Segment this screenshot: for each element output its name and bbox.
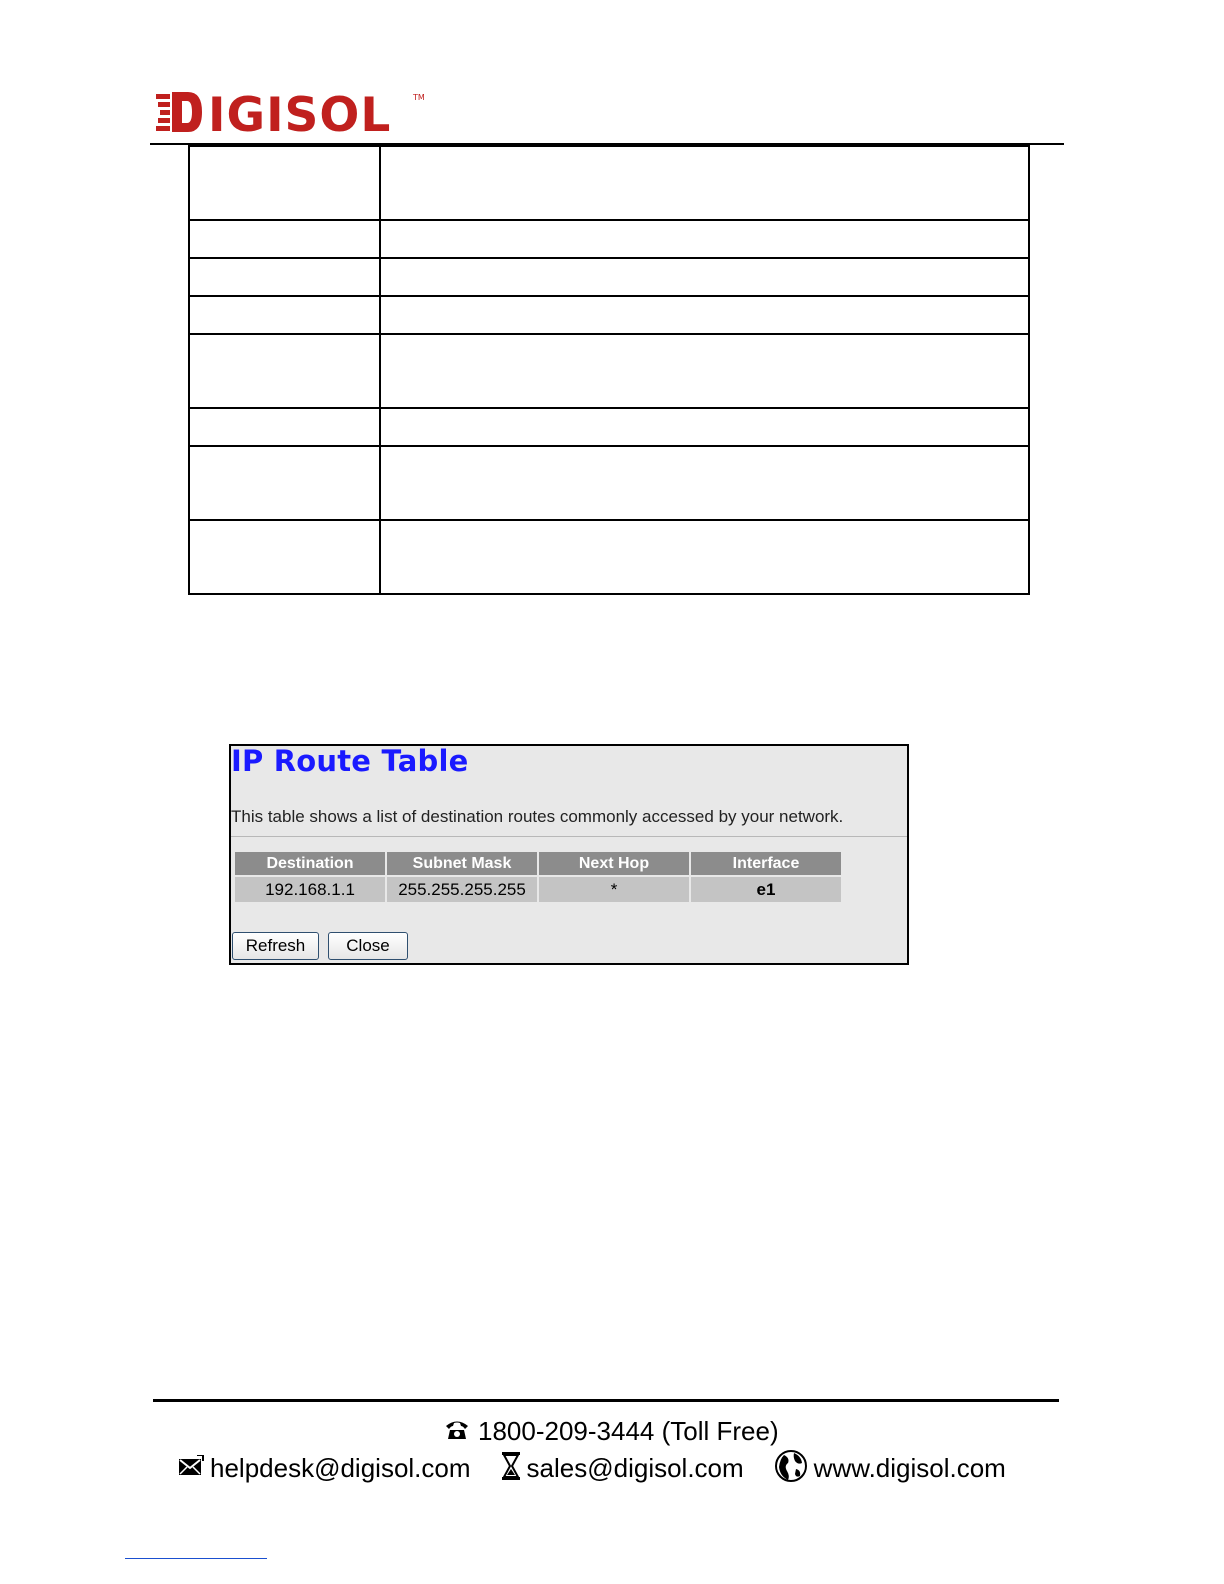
table-row bbox=[189, 296, 1029, 334]
digisol-logo bbox=[156, 88, 426, 138]
column-header-next-hop: Next Hop bbox=[539, 852, 689, 875]
svg-text:TM: TM bbox=[413, 93, 425, 102]
table-row bbox=[189, 334, 1029, 408]
footer-sales-item bbox=[501, 1451, 744, 1486]
table-row bbox=[189, 146, 1029, 220]
table-row bbox=[189, 408, 1029, 446]
empty-bordered-table bbox=[188, 145, 1030, 595]
table-row bbox=[189, 220, 1029, 258]
globe-icon bbox=[774, 1449, 808, 1488]
route-table-header bbox=[235, 852, 841, 875]
table-row bbox=[189, 258, 1029, 296]
envelope-icon bbox=[178, 1455, 204, 1482]
route-table bbox=[233, 852, 843, 902]
column-header-destination: Destination bbox=[235, 852, 385, 875]
ip-route-table-panel bbox=[229, 744, 909, 965]
cell-destination: 192.168.1.1 bbox=[235, 875, 385, 902]
hourglass-icon bbox=[501, 1451, 521, 1486]
close-button[interactable]: Close bbox=[328, 932, 408, 960]
page-title: IP Route Table bbox=[231, 744, 469, 778]
cell-subnet-mask: 255.255.255.255 bbox=[387, 875, 537, 902]
footer-phone-line bbox=[444, 1416, 779, 1447]
footer-email-item bbox=[178, 1453, 471, 1484]
footer-phone: 1800-209-3444 (Toll Free) bbox=[478, 1416, 779, 1446]
footer-website[interactable]: www.digisol.com bbox=[813, 1453, 1006, 1483]
footer-rule bbox=[153, 1399, 1059, 1402]
route-table-description: This table shows a list of destination routes commonly accessed by your network. bbox=[231, 807, 844, 826]
footer-contact-line bbox=[178, 1449, 1006, 1488]
column-header-subnet-mask: Subnet Mask bbox=[387, 852, 537, 875]
table-row bbox=[235, 875, 841, 902]
table-row bbox=[189, 520, 1029, 594]
svg-text:IGISOL: IGISOL bbox=[208, 88, 392, 138]
cell-next-hop: * bbox=[539, 875, 689, 902]
footer-email[interactable]: helpdesk@digisol.com bbox=[210, 1453, 471, 1483]
refresh-button[interactable]: Refresh bbox=[232, 932, 319, 960]
phone-icon bbox=[444, 1418, 470, 1445]
column-header-interface: Interface bbox=[691, 852, 841, 875]
cell-interface: e1 bbox=[691, 875, 841, 902]
bottom-link-underline bbox=[125, 1558, 267, 1559]
footer-website-item bbox=[774, 1449, 1006, 1488]
footer-sales-email[interactable]: sales@digisol.com bbox=[526, 1453, 744, 1483]
divider bbox=[231, 836, 907, 837]
table-row bbox=[189, 446, 1029, 520]
